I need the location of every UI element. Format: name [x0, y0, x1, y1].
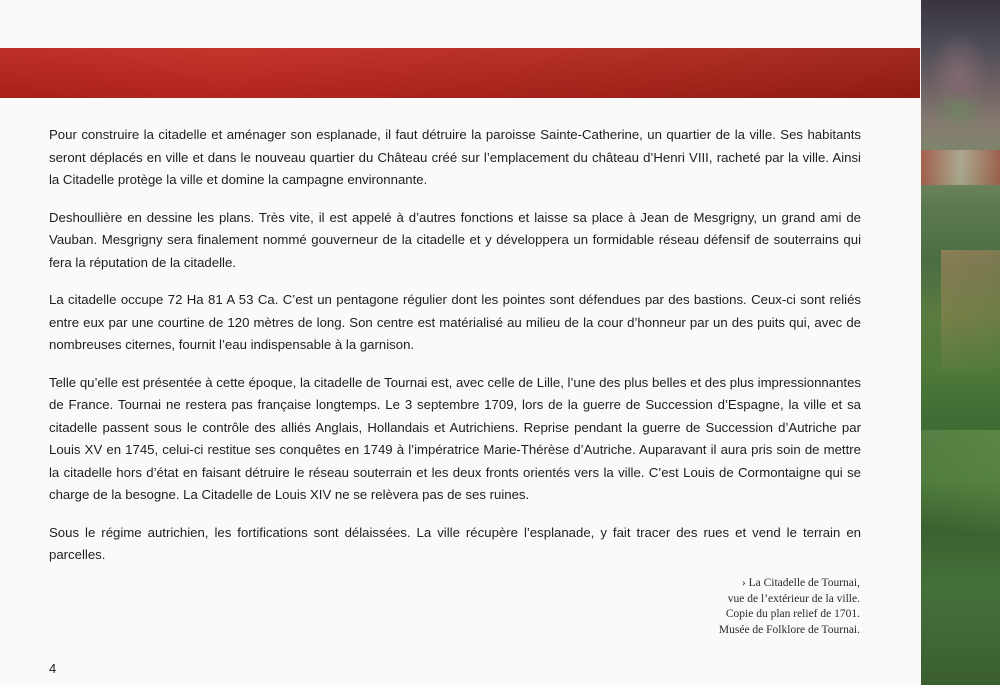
paragraph-2: Deshoullière en dessine les plans. Très vite, il est appelé à d’autres fonctions et laisse sa place à Jean de Mesgrigny, un grand ami de Vauban. Mesgrigny sera finalement nommé gouverneur de la citadelle et y développera un formidable réseau défensif de souterrains qui fera la réputation de la citadelle.	[49, 209, 861, 270]
caption-line-1: › La Citadelle de Tournai,	[741, 577, 860, 589]
caption-line-2: vue de l’extérieur de la ville.	[727, 592, 860, 605]
paragraph-4: Telle qu’elle est présentée à cette époque, la citadelle de Tournai est, avec celle de Lille, l’une des plus belles et des plus impressionnantes de France. Tournai ne restera pas française longtemps. Le 3 septembre 1709, lors de la guerre de Succession d’Espagne, la ville et sa citadelle passent sous le contrôle des alliés Anglais, Hollandais et Autrichiens. Reprise pendant la guerre de Succession d’Autriche par Louis XV en 1745, celui-ci restitue ses conquêtes en 1749 à l’impératrice Marie-Thérèse d’Autriche. Auparavant il aura pris soin de mettre la citadelle hors d’état en faisant détruire le réseau souterrain et les deux fronts orientés vers la ville. C’est Louis de Cormontaigne qui se charge de la besogne. La Citadelle de Louis XIV ne se relèvera pas de ses ruines.	[49, 374, 861, 502]
article-body	[49, 124, 861, 582]
caption-line-3: Copie du plan relief de 1701.	[725, 608, 860, 620]
paragraph-1: Pour construire la citadelle et aménager son esplanade, il faut détruire la paroisse Sainte-Catherine, un quartier de la ville. Ses habitants seront déplacés en ville et dans le nouveau quartier du Château créé sur l’emplacement du château d’Henri VIII, racheté par la ville. Ainsi la Citadelle protège la ville et domine la campagne environnante.	[49, 127, 861, 187]
image-caption	[600, 576, 860, 638]
header-color-band	[0, 48, 920, 98]
page-number: 4	[49, 661, 57, 676]
paragraph-5: Sous le régime autrichien, les fortifications sont délaissées. La ville récupère l’esplanade, y fait tracer des rues et vend le terrain en parcelles.	[49, 524, 861, 562]
paragraph-3: La citadelle occupe 72 Ha 81 A 53 Ca. C’est un pentagone régulier dont les pointes sont défendues par des bastions. Ceux-ci sont reliés entre eux par une courtine de 120 mètres de long. Son centre est matérialisé au milieu de la cour d’honneur par un des puits qui, avec de nombreuses citernes, fournit l’eau indispensable à la garnison.	[49, 292, 861, 352]
citadel-photo-strip	[921, 0, 1000, 685]
caption-line-4: Musée de Folklore de Tournai.	[718, 623, 860, 636]
